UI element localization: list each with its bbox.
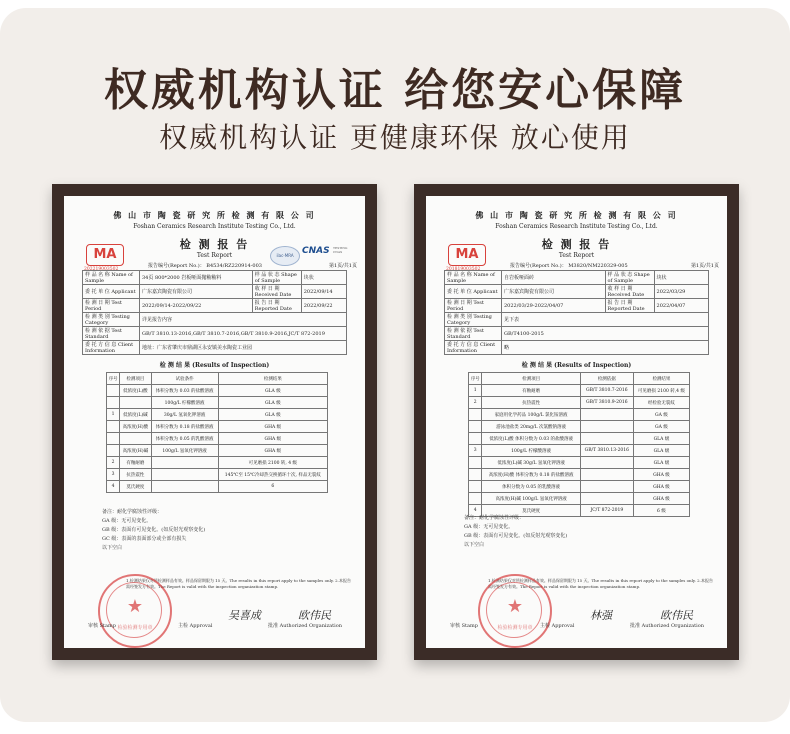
- results-cell: GA 级: [633, 421, 689, 433]
- signature-label: 批准 Authorized Organization: [268, 623, 342, 629]
- results-cell: 体积分数为 0.05 的乳酸溶液: [482, 481, 580, 493]
- results-cell: 2: [469, 397, 482, 409]
- results-cell: 可见磨损 2100 转, 4 级: [218, 457, 327, 469]
- results-cell: 游泳池盐类 20mg/L 次氯酸钠溶液: [482, 421, 580, 433]
- info-value: GB/T 3810.13-2016,GB/T 3810.7-2016,GB/T 3810.9-2016,JC/T 872-2019: [140, 327, 347, 341]
- signature-name: 林强: [590, 609, 612, 622]
- results-cell: GLA 级: [633, 457, 689, 469]
- results-cell: [107, 397, 120, 409]
- results-column-header: 检测结果: [218, 373, 327, 385]
- sample-info-table: [82, 270, 347, 355]
- results-cell: [469, 433, 482, 445]
- results-cell: GHA 级: [218, 421, 327, 433]
- results-table: [106, 372, 328, 493]
- info-value: 2022/03/29: [654, 285, 708, 299]
- table-row: [107, 421, 328, 433]
- report-subtitle: Test Report: [558, 252, 595, 259]
- signature-label: 审核 Stamp: [88, 623, 116, 629]
- results-cell: [120, 397, 151, 409]
- info-label: 委 托 单 位 Applicant: [83, 285, 140, 299]
- info-label: 样 品 名 称 Name of Sample: [83, 271, 140, 285]
- cnas-icon: CNAS: [302, 246, 330, 256]
- results-table: [468, 372, 690, 517]
- results-cell: 莫氏硬度: [482, 505, 580, 517]
- info-row: [445, 341, 709, 355]
- results-cell: [580, 433, 633, 445]
- remark-line: 备注：耐化学腐蚀性评级：: [464, 515, 525, 521]
- info-label: 委 托 单 位 Applicant: [445, 285, 502, 299]
- info-label: 检 测 日 期 Test Period: [83, 299, 140, 313]
- table-row: [469, 469, 690, 481]
- results-column-header: 试验条件: [151, 373, 218, 385]
- results-cell: 可见磨损 2100 转,4 级: [633, 385, 689, 397]
- results-column-header: 检测依据: [580, 373, 633, 385]
- results-cell: 4: [107, 481, 120, 493]
- info-label: 收 样 日 期 Received Date: [252, 285, 301, 299]
- remark-line: GC 级：表面的表面部分或全部有损失: [102, 536, 187, 542]
- info-row: [445, 299, 709, 313]
- results-cell: 抗热震性: [120, 469, 151, 481]
- results-cell: 体积分数为 0.18 的盐酸溶液: [151, 421, 218, 433]
- info-value: 见下表: [502, 313, 709, 327]
- info-row: [83, 327, 347, 341]
- report-subtitle: Test Report: [196, 252, 233, 259]
- results-heading: 检 测 结 果 (Results of Inspection): [159, 362, 270, 369]
- info-value: 地址：广东省肇庆市鼎湖区永安镇美水陶瓷工业园: [140, 341, 347, 355]
- table-row: [469, 493, 690, 505]
- results-cell: 低浓度(L)酸 体积分数为 0.03 的盐酸溶液: [482, 433, 580, 445]
- results-cell: GHA 级: [218, 445, 327, 457]
- signature-label: 审核 Stamp: [450, 623, 478, 629]
- signature-name: 欧伟民: [298, 609, 331, 622]
- page-number: 第1页/共1页: [690, 263, 719, 269]
- results-cell: GLA 级: [218, 397, 327, 409]
- stamp-text: 检验检测专用章: [117, 625, 153, 631]
- results-cell: 体积分数为 0.05 的乳酸溶液: [151, 433, 218, 445]
- cma-logo-icon: MA: [448, 244, 486, 266]
- results-cell: GLA 级: [218, 409, 327, 421]
- info-row: [83, 271, 347, 285]
- info-row: [445, 327, 709, 341]
- info-label: 检 测 依 据 Test Standard: [83, 327, 140, 341]
- table-row: [107, 481, 328, 493]
- results-column-header: 检测项目: [120, 373, 151, 385]
- table-row: [469, 445, 690, 457]
- results-cell: 30g/L 氢氧化钾溶液: [151, 409, 218, 421]
- info-label: 样 品 名 称 Name of Sample: [445, 271, 502, 285]
- cma-logo-icon: MA: [86, 244, 124, 266]
- results-cell: JC/T 872-2019: [580, 505, 633, 517]
- report-frame-left: [52, 184, 377, 660]
- stamp-text: 检验检测专用章: [497, 625, 533, 631]
- stamp-star-icon: ★: [126, 596, 144, 617]
- info-value: 块状: [654, 271, 708, 285]
- table-row: [107, 409, 328, 421]
- lab-id-icon: TESTING CNAS: [333, 246, 348, 254]
- results-cell: [151, 457, 218, 469]
- table-row: [469, 433, 690, 445]
- info-label: 报 告 日 期 Reported Date: [605, 299, 654, 313]
- results-cell: [469, 493, 482, 505]
- remark-line: 以下空白: [464, 542, 485, 548]
- stamp-star-icon: ★: [506, 596, 524, 617]
- results-cell: [107, 433, 120, 445]
- results-cell: 高浓度(H)酸 体积分数为 0.18 的盐酸溶液: [482, 469, 580, 481]
- results-column-header: 检测结果: [633, 373, 689, 385]
- results-cell: [107, 445, 120, 457]
- info-value: 2022/09/14-2022/09/22: [140, 299, 253, 313]
- remark-line: GB 级：表面有可见变化。(如反射光观察变化): [464, 533, 568, 539]
- report-footnote: 1.检测结果仅对所检测样品有效。样品保留期限为 15 天。The results in this report apply to the samples only. 2.本报告需经签发方有效。The Report is valid with the inspection organization stamp.: [126, 578, 351, 589]
- report-footnote: 1.检测结果仅对所检测样品有效。样品保留期限为 15 天。The results in this report apply to the samples only. 2.本报告需经签发方有效。The Report is valid with the inspection organization stamp.: [488, 578, 713, 589]
- results-cell: 1: [469, 385, 482, 397]
- report-number: 报告编号(Report No.)： B4534/RZ220914-003: [148, 263, 262, 269]
- results-cell: 高浓度(H)酸: [120, 421, 151, 433]
- test-report: [64, 196, 365, 648]
- results-cell: [469, 409, 482, 421]
- info-label: 收 样 日 期 Received Date: [605, 285, 654, 299]
- info-row: [83, 341, 347, 355]
- info-label: 报 告 日 期 Reported Date: [252, 299, 301, 313]
- table-row: [107, 397, 328, 409]
- info-value: 详见报告内容: [140, 313, 347, 327]
- test-report: [426, 196, 727, 648]
- results-cell: [107, 385, 120, 397]
- results-cell: 3: [469, 445, 482, 457]
- remark-line: GA 级：无可见变化。: [102, 518, 152, 524]
- results-cell: [469, 469, 482, 481]
- results-cell: 有釉耐磨: [482, 385, 580, 397]
- results-cell: [151, 469, 218, 481]
- results-cell: GLA 级: [633, 433, 689, 445]
- info-value: 2022/09/22: [301, 299, 346, 313]
- info-value: 略: [502, 341, 709, 355]
- results-cell: 家庭用化学药品 100g/L 氯化铵溶液: [482, 409, 580, 421]
- info-label: 检 测 类 别 Testing Category: [445, 313, 502, 327]
- info-label: 检 测 日 期 Test Period: [445, 299, 502, 313]
- results-cell: [580, 457, 633, 469]
- results-cell: 低浓度(L)酸: [120, 385, 151, 397]
- report-title: 检 测 报 告: [541, 238, 612, 251]
- cma-code: 201819003502: [446, 267, 481, 272]
- info-value: 2022/04/07: [654, 299, 708, 313]
- results-cell: 6 级: [633, 505, 689, 517]
- results-cell: [580, 421, 633, 433]
- info-row: [445, 313, 709, 327]
- results-cell: 抗热震性: [482, 397, 580, 409]
- results-cell: [469, 457, 482, 469]
- results-cell: [580, 409, 633, 421]
- results-cell: [151, 481, 218, 493]
- info-label: 样 品 状 态 Shape of Sample: [252, 271, 301, 285]
- results-cell: 100g/L 氢氧化钾溶液: [151, 445, 218, 457]
- info-row: [445, 271, 709, 285]
- results-cell: [107, 421, 120, 433]
- page-subtitle: 权威机构认证 更健康环保 放心使用: [159, 121, 631, 154]
- sample-info-table: [444, 270, 709, 355]
- cma-code: 202219003502: [84, 267, 119, 272]
- institute-name: 佛 山 市 陶 瓷 研 究 所 检 测 有 限 公 司: [475, 210, 678, 220]
- info-row: [83, 313, 347, 327]
- results-cell: 1: [107, 409, 120, 421]
- signature-label: 批准 Authorized Organization: [630, 623, 704, 629]
- info-row: [445, 285, 709, 299]
- institute-name: 佛 山 市 陶 瓷 研 究 所 检 测 有 限 公 司: [113, 210, 316, 220]
- results-cell: [120, 433, 151, 445]
- table-row: [107, 385, 328, 397]
- info-label: 委 托 方 信 息 Client Information: [83, 341, 140, 355]
- results-cell: GB/T 3810.13-2016: [580, 445, 633, 457]
- info-value: 块状: [301, 271, 346, 285]
- table-row: [469, 397, 690, 409]
- table-row: [469, 457, 690, 469]
- results-cell: GLA 级: [218, 385, 327, 397]
- results-cell: 6: [218, 481, 327, 493]
- results-cell: GA 级: [633, 409, 689, 421]
- inspection-stamp: [478, 574, 552, 648]
- remark-line: GA 级：无可见变化。: [464, 524, 514, 530]
- table-row: [107, 433, 328, 445]
- info-value: 自岩板哑面砖: [502, 271, 606, 285]
- results-cell: [469, 421, 482, 433]
- table-row: [107, 469, 328, 481]
- report-number: 报告编号(Report No.)： M3820/NM220329-005: [510, 263, 628, 269]
- page-number: 第1页/共1页: [328, 263, 357, 269]
- inspection-stamp: [98, 574, 172, 648]
- results-cell: 4: [469, 505, 482, 517]
- results-cell: GHA 级: [633, 493, 689, 505]
- results-cell: [469, 481, 482, 493]
- signature-name: 欧伟民: [660, 609, 693, 622]
- info-value: 34页 800*2000 岩板哑面抛釉釉料: [140, 271, 253, 285]
- report-title: 检 测 报 告: [179, 238, 250, 251]
- results-cell: 3: [107, 469, 120, 481]
- info-value: 广东嘉宾陶瓷有限公司: [502, 285, 606, 299]
- info-label: 检 测 依 据 Test Standard: [445, 327, 502, 341]
- signature-label: 主检 Approval: [178, 623, 213, 629]
- page-title: 权威机构认证 给您安心保障: [103, 65, 687, 116]
- results-cell: [580, 481, 633, 493]
- table-row: [107, 445, 328, 457]
- results-header-row: [469, 373, 690, 385]
- table-row: [469, 385, 690, 397]
- results-column-header: 检测项目: [482, 373, 580, 385]
- results-cell: 2: [107, 457, 120, 469]
- results-cell: GHA 级: [218, 433, 327, 445]
- remark-line: 以下空白: [102, 545, 123, 551]
- results-cell: GHA 级: [633, 481, 689, 493]
- info-label: 检 测 类 别 Testing Category: [83, 313, 140, 327]
- info-value: 广东嘉宾陶瓷有限公司: [140, 285, 253, 299]
- results-cell: GB/T 3810.7-2016: [580, 385, 633, 397]
- results-cell: 100g/L 柠檬酸溶液: [151, 397, 218, 409]
- info-label: 委 托 方 信 息 Client Information: [445, 341, 502, 355]
- results-cell: [580, 469, 633, 481]
- results-column-header: 序号: [469, 373, 482, 385]
- results-cell: GHA 级: [633, 469, 689, 481]
- info-label: 样 品 状 态 Shape of Sample: [605, 271, 654, 285]
- results-cell: 高浓度(H)碱: [120, 445, 151, 457]
- table-row: [469, 409, 690, 421]
- signature-name: 吴喜成: [228, 609, 261, 622]
- results-cell: 低浓度(L)碱: [120, 409, 151, 421]
- results-cell: 体积分数为 0.03 的盐酸溶液: [151, 385, 218, 397]
- results-cell: 有釉耐磨: [120, 457, 151, 469]
- remark-line: GB 级：表面有可见变化。(如反射光观察变化): [102, 527, 206, 533]
- results-cell: 145℃至 15℃冷却热交换循环十次, 样品无裂纹: [218, 469, 327, 481]
- ilac-mra-icon: ilac-MRA: [270, 246, 300, 266]
- results-cell: 莫氏硬度: [120, 481, 151, 493]
- report-frame-right: [414, 184, 739, 660]
- table-row: [469, 421, 690, 433]
- institute-name-en: Foshan Ceramics Research Institute Testing Co., Ltd.: [133, 223, 296, 230]
- results-cell: GB/T 3810.9-2016: [580, 397, 633, 409]
- results-cell: 经检验无裂纹: [633, 397, 689, 409]
- results-cell: 100g/L 柠檬酸溶液: [482, 445, 580, 457]
- info-row: [83, 285, 347, 299]
- info-value: 2022/03/29-2022/04/07: [502, 299, 606, 313]
- results-header-row: [107, 373, 328, 385]
- signature-label: 主检 Approval: [540, 623, 575, 629]
- info-row: [83, 299, 347, 313]
- results-cell: [580, 493, 633, 505]
- results-column-header: 序号: [107, 373, 120, 385]
- results-heading: 检 测 结 果 (Results of Inspection): [521, 362, 632, 369]
- results-cell: 高浓度(H)碱 100g/L 氢氧化钾溶液: [482, 493, 580, 505]
- results-cell: GLA 级: [633, 445, 689, 457]
- table-row: [469, 481, 690, 493]
- institute-name-en: Foshan Ceramics Research Institute Testing Co., Ltd.: [495, 223, 658, 230]
- remark-line: 备注：耐化学腐蚀性评级：: [102, 509, 163, 515]
- info-value: GB/T4100-2015: [502, 327, 709, 341]
- results-cell: 低浓度(L)碱 30g/L 氢氧化钾溶液: [482, 457, 580, 469]
- info-value: 2022/09/14: [301, 285, 346, 299]
- table-row: [107, 457, 328, 469]
